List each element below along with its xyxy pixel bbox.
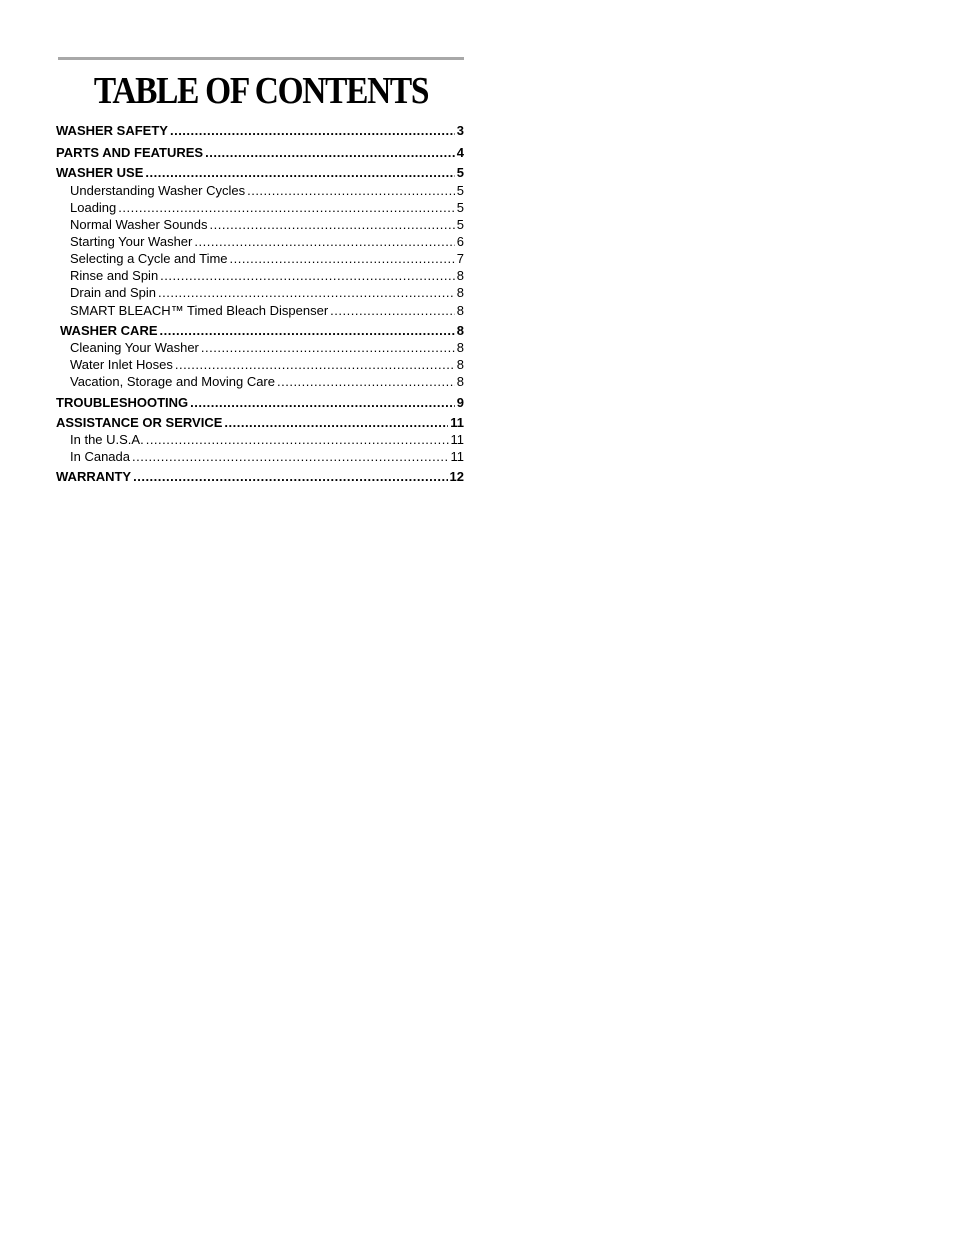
toc-entry-in-canada[interactable]: [70, 449, 464, 465]
toc-entry-troubleshooting[interactable]: [56, 395, 464, 411]
toc-entry-page: 8: [456, 374, 464, 389]
toc-entry-parts-and-features[interactable]: [56, 145, 464, 161]
toc-entry-label: In the U.S.A.: [70, 432, 144, 447]
toc-entry-label: Cleaning Your Washer: [70, 340, 199, 355]
toc-entry-page: 12: [449, 469, 464, 484]
leader-dots: [146, 432, 449, 448]
leader-dots: [133, 469, 447, 485]
toc-entry-label: WARRANTY: [56, 469, 132, 484]
toc-entry-label: Rinse and Spin: [70, 268, 159, 283]
top-rule: [58, 57, 464, 60]
leader-dots: [175, 357, 455, 373]
toc-entry-label: Understanding Washer Cycles: [70, 183, 246, 198]
toc-entry-label: SMART BLEACH™ Timed Bleach Dispenser: [70, 303, 329, 318]
toc-entry-page: 8: [456, 323, 464, 338]
toc-entry-page: 8: [456, 340, 464, 355]
leader-dots: [160, 323, 455, 339]
toc-entry-page: 5: [456, 165, 464, 180]
toc-entry-label: Vacation, Storage and Moving Care: [70, 374, 275, 389]
leader-dots: [247, 183, 455, 199]
toc-entry-starting-your-washer[interactable]: [70, 234, 464, 250]
toc-entry-page: 5: [456, 217, 464, 232]
toc-entry-page: 8: [456, 357, 464, 372]
toc-entry-assistance-or-service[interactable]: [56, 415, 464, 431]
toc-entry-page: 4: [456, 145, 464, 160]
toc-entry-label: WASHER SAFETY: [56, 123, 168, 138]
toc-entry-page: 11: [450, 432, 464, 447]
leader-dots: [190, 395, 455, 411]
toc-entry-loading[interactable]: [70, 200, 464, 216]
toc-entry-label: Drain and Spin: [70, 285, 156, 300]
toc-entry-normal-washer-sounds[interactable]: [70, 217, 464, 233]
toc-entry-in-the-usa[interactable]: [70, 432, 464, 448]
toc-entry-page: 3: [456, 123, 464, 138]
toc-entry-page: 7: [456, 251, 464, 266]
toc-entry-label: In Canada: [70, 449, 130, 464]
toc-entry-label: WASHER USE: [56, 165, 144, 180]
leader-dots: [205, 145, 455, 161]
toc-entry-page: 9: [456, 395, 464, 410]
toc-entry-selecting-a-cycle-and-time[interactable]: [70, 251, 464, 267]
toc-entry-label: Selecting a Cycle and Time: [70, 251, 228, 266]
leader-dots: [160, 268, 455, 284]
toc-entry-label: TROUBLESHOOTING: [56, 395, 189, 410]
toc-entry-page: 11: [450, 449, 464, 464]
toc-entry-page: 8: [456, 268, 464, 283]
toc-entry-rinse-and-spin[interactable]: [70, 268, 464, 284]
toc-entry-washer-safety[interactable]: [56, 123, 464, 139]
leader-dots: [210, 217, 455, 233]
toc-entry-washer-use[interactable]: [56, 165, 464, 181]
toc-entry-vacation-storage-moving-care[interactable]: [70, 374, 464, 390]
toc-entry-warranty[interactable]: [56, 469, 464, 485]
leader-dots: [118, 200, 454, 216]
toc-entry-page: 8: [456, 303, 464, 318]
toc-entry-label: Water Inlet Hoses: [70, 357, 173, 372]
toc-entry-smart-bleach-dispenser[interactable]: [70, 303, 464, 319]
toc-entry-drain-and-spin[interactable]: [70, 285, 464, 301]
leader-dots: [224, 415, 448, 431]
toc-entry-label: Starting Your Washer: [70, 234, 193, 249]
toc-entry-label: PARTS AND FEATURES: [56, 145, 204, 160]
toc-entry-water-inlet-hoses[interactable]: [70, 357, 464, 373]
toc-entry-page: 5: [456, 183, 464, 198]
leader-dots: [230, 251, 455, 267]
leader-dots: [158, 285, 455, 301]
toc-entry-cleaning-your-washer[interactable]: [70, 340, 464, 356]
toc-entry-understanding-washer-cycles[interactable]: [70, 183, 464, 199]
leader-dots: [145, 165, 454, 181]
toc-entry-label: WASHER CARE: [60, 323, 158, 338]
toc-entry-label: Loading: [70, 200, 117, 215]
toc-entry-label: Normal Washer Sounds: [70, 217, 208, 232]
leader-dots: [170, 123, 455, 139]
toc-entry-page: 11: [450, 415, 464, 430]
page-title: TABLE OF CONTENTS: [93, 70, 429, 112]
leader-dots: [194, 234, 454, 250]
toc-entry-page: 6: [456, 234, 464, 249]
leader-dots: [330, 303, 455, 319]
leader-dots: [201, 340, 455, 356]
toc-entry-page: 5: [456, 200, 464, 215]
toc-entry-washer-care[interactable]: [60, 323, 464, 339]
toc-entry-page: 8: [456, 285, 464, 300]
leader-dots: [277, 374, 455, 390]
toc-entry-label: ASSISTANCE OR SERVICE: [56, 415, 223, 430]
leader-dots: [132, 449, 449, 465]
